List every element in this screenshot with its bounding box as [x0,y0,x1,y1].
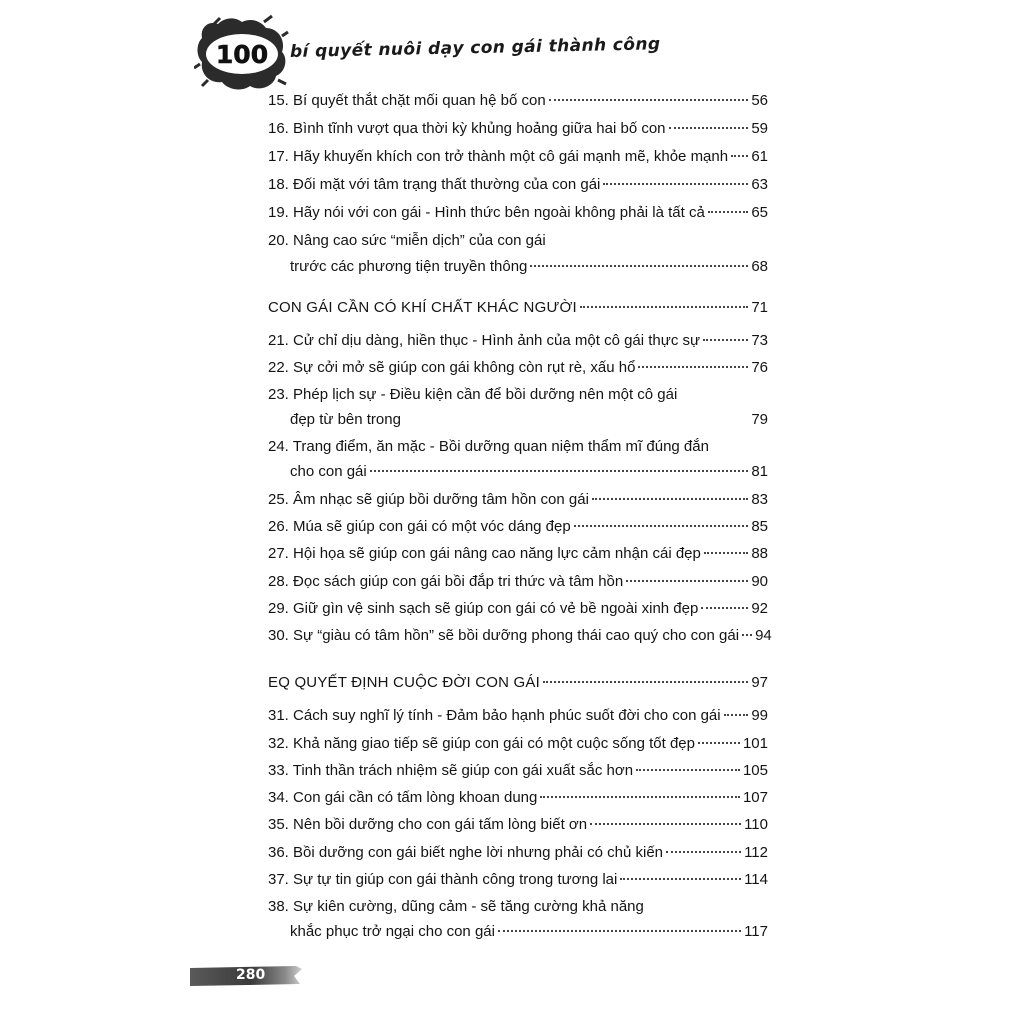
toc-entry: 27. Hội họa sẽ giúp con gái nâng cao năng lực cảm nhận cái đẹp 88 [268,545,768,562]
toc-entry: 36. Bồi dưỡng con gái biết nghe lời nhưng phải có chủ kiến 112 [268,844,768,861]
dot-leader [626,580,748,582]
toc-page-number: 61 [751,148,768,165]
toc-entry: 33. Tinh thần trách nhiệm sẽ giúp con gái xuất sắc hơn 105 [268,762,768,779]
toc-page-number: 92 [751,600,768,617]
toc-entry: 32. Khả năng giao tiếp sẽ giúp con gái có một cuộc sống tốt đẹp 101 [268,735,768,752]
dot-leader [742,634,752,636]
toc-page-number: 114 [744,871,768,888]
toc-page-number: 71 [751,299,768,316]
toc-page-number: 79 [751,411,768,428]
dot-leader [620,878,741,880]
toc-entry: 35. Nên bồi dưỡng cho con gái tấm lòng biết ơn 110 [268,816,768,833]
dot-leader [724,714,749,716]
toc-entry: cho con gái 81 [290,463,768,480]
toc-page-number: 88 [751,545,768,562]
toc-page-number: 107 [742,789,768,806]
toc-page-number: 68 [751,258,768,275]
toc-entry-line1: 38. Sự kiên cường, dũng cảm - sẽ tăng cường khả năng [268,898,644,915]
toc-entry: đẹp từ bên trong 79 [290,411,768,428]
toc-page-number: 97 [751,674,768,691]
badge-number: 100 [215,40,269,69]
dot-leader [636,769,740,771]
toc-entry: 30. Sự “giàu có tâm hồn” sẽ bồi dưỡng phong thái cao quý cho con gái 94 [268,627,772,644]
toc-entry: 25. Âm nhạc sẽ giúp bồi dưỡng tâm hồn con gái 83 [268,491,768,508]
toc-page-number: 56 [751,92,768,109]
toc-page-number: 65 [751,204,768,221]
toc-entry: 16. Bình tĩnh vượt qua thời kỳ khủng hoảng giữa hai bố con 59 [268,120,768,137]
dot-leader [540,796,740,798]
dot-leader [549,99,749,101]
dot-leader [590,823,741,825]
header-title: bí quyết nuôi dạy con gái thành công [289,34,661,62]
toc-page-number: 76 [751,359,768,376]
toc-entry: 15. Bí quyết thắt chặt mối quan hệ bố con 56 [268,92,768,109]
toc-entry: 37. Sự tự tin giúp con gái thành công trong tương lai 114 [268,871,768,888]
toc-entry: khắc phục trở ngại cho con gái 117 [290,923,768,940]
toc-page-number: 81 [751,463,768,480]
dot-leader [580,306,748,308]
toc-entry: 34. Con gái cần có tấm lòng khoan dung 107 [268,789,768,806]
toc-entry: 31. Cách suy nghĩ lý tính - Đảm bảo hạnh phúc suốt đời cho con gái 99 [268,707,768,724]
toc-page-number: 83 [751,491,768,508]
dot-leader [638,366,748,368]
toc-page-number: 63 [751,176,768,193]
toc-entry-line1: 23. Phép lịch sự - Điều kiện cần để bồi dưỡng nên một cô gái [268,386,678,403]
toc-entry-line1: 24. Trang điểm, ăn mặc - Bồi dưỡng quan niệm thẩm mĩ đúng đắn [268,438,709,455]
toc-page-number: 99 [751,707,768,724]
toc-page-number: 112 [744,844,768,861]
page-number: 280 [236,967,266,983]
toc-entry: 17. Hãy khuyến khích con trở thành một cô gái mạnh mẽ, khỏe mạnh 61 [268,148,768,165]
dot-leader [603,183,748,185]
dot-leader [370,470,749,472]
toc-page-number: 59 [751,120,768,137]
toc-entry: 22. Sự cởi mở sẽ giúp con gái không còn rụt rè, xấu hổ 76 [268,359,768,376]
dot-leader [574,525,749,527]
toc-entry-line1: 20. Nâng cao sức “miễn dịch” của con gái [268,232,546,249]
toc-entry: trước các phương tiện truyền thông 68 [290,258,768,275]
apple-badge-icon [194,14,290,94]
toc-section-heading: CON GÁI CẦN CÓ KHÍ CHẤT KHÁC NGƯỜI 71 [268,299,768,316]
toc-page-number: 90 [751,573,768,590]
toc-page-number: 85 [751,518,768,535]
dot-leader [704,552,748,554]
dot-leader [543,681,748,683]
toc-entry: 18. Đối mặt với tâm trạng thất thường của con gái 63 [268,176,768,193]
toc-entry: 28. Đọc sách giúp con gái bồi đắp tri thức và tâm hồn 90 [268,573,768,590]
toc-page-number: 94 [755,627,772,644]
toc-page-number: 105 [742,762,768,779]
toc-entry: 29. Giữ gìn vệ sinh sạch sẽ giúp con gái có vẻ bề ngoài xinh đẹp 92 [268,600,768,617]
dot-leader [404,418,748,420]
dot-leader [698,742,740,744]
toc-page-number: 117 [744,923,768,940]
dot-leader [708,211,749,213]
dot-leader [703,339,748,341]
toc-entry: 26. Múa sẽ giúp con gái có một vóc dáng đẹp 85 [268,518,768,535]
toc-section-heading: EQ QUYẾT ĐỊNH CUỘC ĐỜI CON GÁI 97 [268,674,768,691]
running-header [194,14,661,94]
toc-page-number: 101 [742,735,768,752]
toc-page-number: 110 [744,816,768,833]
dot-leader [498,930,741,932]
dot-leader [666,851,741,853]
toc-entry: 19. Hãy nói với con gái - Hình thức bên ngoài không phải là tất cả 65 [268,204,768,221]
toc-page-number: 73 [751,332,768,349]
dot-leader [669,127,749,129]
dot-leader [731,155,748,157]
toc-entry: 21. Cử chỉ dịu dàng, hiền thục - Hình ảnh của một cô gái thực sự 73 [268,332,768,349]
dot-leader [701,607,748,609]
dot-leader [530,265,748,267]
dot-leader [592,498,748,500]
